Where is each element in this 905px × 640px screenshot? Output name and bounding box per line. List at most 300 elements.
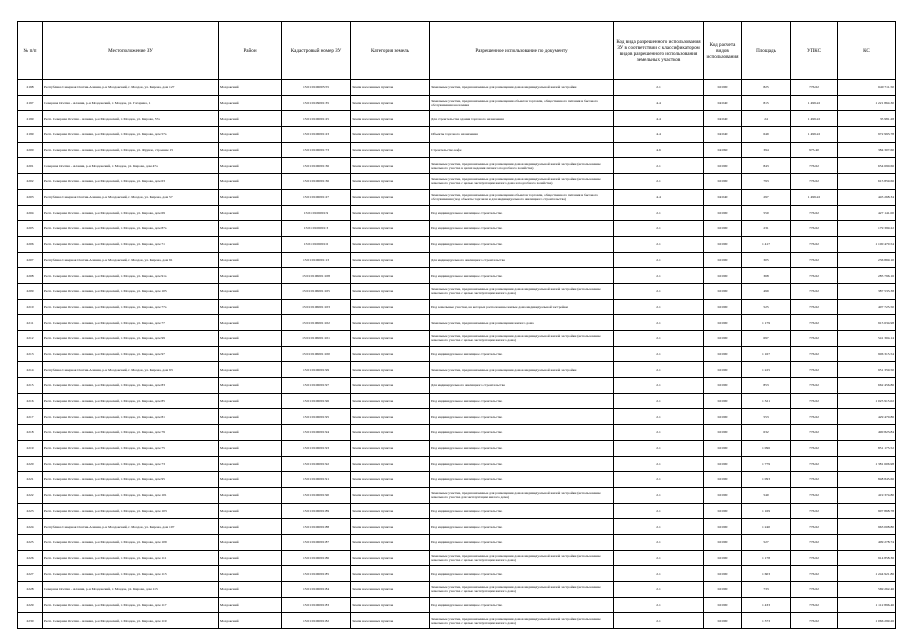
cell-vri-code: 2.1 (614, 362, 704, 378)
cell-area: 553 (742, 409, 791, 425)
cell-land-category: Земли населенных пунктов (351, 519, 430, 535)
cell-permitted-use: Земельные участки, предназначенные для размещения домов индивидуальной жилой застройки (430, 80, 614, 96)
cell-cadastral-number: 15:01:0106001:94 (282, 425, 351, 441)
cell-vri-code: 2.1 (614, 80, 704, 96)
cell-cadastral-number: 15:01:0106001:6 (282, 236, 351, 252)
cell-vri-code: 2.1 (614, 582, 704, 598)
cell-land-category: Земли населенных пунктов (351, 362, 430, 378)
cell-address: Респ. Северная Осетия - Алания, р-н Моздокский, г. Моздок, ул. Кирова, дом 101 (43, 487, 219, 503)
table-row (18, 346, 896, 362)
cell-district: Моздокский (219, 550, 282, 566)
cell-area: 527 (742, 534, 791, 550)
cell-cadastral-number: 15:01:0106001:85 (282, 566, 351, 582)
cell-area: 697 (742, 331, 791, 347)
table-row (18, 80, 896, 96)
cell-vri-group: 02:000 (704, 221, 742, 237)
cell-ks: 419 374.80 (838, 487, 896, 503)
table-row (18, 174, 896, 190)
cell-land-category: Земли населенных пунктов (351, 315, 430, 331)
cell-ks: 1 066 299.26 (838, 613, 896, 629)
header-vri-group: Код расчета видов использования (704, 22, 742, 80)
cell-vri-code: 2.1 (614, 534, 704, 550)
cell-area: 1 169 (742, 503, 791, 519)
cell-vri-group: 02:000 (704, 283, 742, 299)
cell-ks: 1 112 896.46 (838, 597, 896, 613)
cell-vri-code: 4.6 (614, 142, 704, 158)
cell-area: 843 (742, 158, 791, 174)
cell-district: Моздокский (219, 95, 282, 111)
cell-land-category: Земли населенных пунктов (351, 487, 430, 503)
cell-land-category: Земли населенных пунктов (351, 158, 430, 174)
cell-address: Респ. Северная Осетия - Алания, р-н Моздокский, г. Моздок, ул. Кирова, дом 79 (43, 425, 219, 441)
cell-area: 368 (742, 268, 791, 284)
table-row (18, 127, 896, 143)
table-row (18, 613, 896, 629)
cell-land-category: Земли населенных пунктов (351, 268, 430, 284)
table-row (18, 534, 896, 550)
cell-cadastral-number: 15:01:0106001:100 (282, 346, 351, 362)
cell-ks: 387 533.38 (838, 283, 896, 299)
cell-land-category: Земли населенных пунктов (351, 80, 430, 96)
cell-vri-code: 2.1 (614, 299, 704, 315)
cell-permitted-use: Под индивидуальное жилищное строительство (430, 409, 614, 425)
cell-land-category: Земли населенных пунктов (351, 142, 430, 158)
cell-address: Респ. Северная Осетия - Алания, р-н Моздокский, г. Моздок, ул. Кирова, дом 111 (43, 550, 219, 566)
cell-ks: 848 845.66 (838, 472, 896, 488)
cell-number: 2197 (18, 95, 43, 111)
cell-ks: 914 858.36 (838, 550, 896, 566)
cell-address: Респ. Северная Осетия - Алания, р-н Моздокский, г. Моздок, ул. Кирова, дом 105 (43, 283, 219, 299)
cell-ks: 615 859.66 (838, 174, 896, 190)
cell-vri-code: 2.1 (614, 550, 704, 566)
cell-cadastral-number: 15:01:0106001:83 (282, 597, 351, 613)
cell-vri-group: 04:040 (704, 95, 742, 111)
cell-area: 1 096 (742, 440, 791, 456)
table-row (18, 268, 896, 284)
cell-ks: 384 307.60 (838, 142, 896, 158)
header-area: Площадь (742, 22, 791, 80)
cell-vri-code: 4.4 (614, 127, 704, 143)
table-row (18, 550, 896, 566)
cell-vri-code: 4.4 (614, 95, 704, 111)
cell-ks: 972 993.78 (838, 127, 896, 143)
cell-address: Северная Осетия - Алания, р-н Моздокский, г. Моздок, ул. Гагарина, 1 (43, 95, 219, 111)
cell-vri-code: 2.1 (614, 378, 704, 394)
cell-vri-group: 02:000 (704, 331, 742, 347)
cell-cadastral-number: 15:01:0106001:91 (282, 472, 351, 488)
cell-area: 793 (742, 174, 791, 190)
cell-land-category: Земли населенных пунктов (351, 189, 430, 205)
cell-ks: 915 634.98 (838, 315, 896, 331)
cell-vri-group: 02:000 (704, 315, 742, 331)
cell-number: 2198 (18, 80, 43, 96)
cell-land-category: Земли населенных пунктов (351, 236, 430, 252)
cell-ks: 1 100 470.54 (838, 236, 896, 252)
cell-permitted-use: Под индивидуальное жилищное строительство (430, 236, 614, 252)
cell-area: 231 (742, 221, 791, 237)
cell-land-category: Земли населенных пунктов (351, 409, 430, 425)
table-row (18, 456, 896, 472)
cell-vri-group: 02:000 (704, 582, 742, 598)
cell-area: 1 417 (742, 236, 791, 252)
cell-vri-group: 02:000 (704, 393, 742, 409)
table-row (18, 472, 896, 488)
cell-address: Республика Северная Осетия-Алания, р-н Моздокский, г. Моздок, ул. Кирова, дом 93 (43, 362, 219, 378)
cell-vri-code: 2.1 (614, 268, 704, 284)
cell-cadastral-number: 15:01:0106001:105 (282, 283, 351, 299)
cell-ks: 963 008.80 (838, 519, 896, 535)
cell-land-category: Земли населенных пунктов (351, 393, 430, 409)
cell-vri-code: 4.4 (614, 111, 704, 127)
cell-upks: 975.40 (791, 142, 838, 158)
table-row (18, 221, 896, 237)
cell-district: Моздокский (219, 362, 282, 378)
cell-permitted-use: Земельные участки, предназначенные для размещения домов индивидуальной жилой застройки (использование земельного участка с целью эксплуатации жилого дома) (430, 550, 614, 566)
cell-number: 2201 (18, 158, 43, 174)
cell-vri-group: 02:000 (704, 425, 742, 441)
cell-permitted-use: Земельные участки, предназначенные для размещения объектов торговли, общественного питания и бытового обслуживания (под объекты торговли и для индивидуального жилищного строительства) (430, 189, 614, 205)
cell-vri-group: 02:000 (704, 236, 742, 252)
cell-vri-group: 02:000 (704, 534, 742, 550)
cell-upks: 1 499.22 (791, 189, 838, 205)
cell-vri-group: 02:000 (704, 158, 742, 174)
cell-permitted-use: Под индивидуальное жилищное строительство (430, 519, 614, 535)
cell-permitted-use: Земельные участки, предназначенные для размещения домов индивидуальной жилой застройки (430, 362, 614, 378)
cell-cadastral-number: 15:01:0106001:89 (282, 503, 351, 519)
cell-area: 394 (742, 142, 791, 158)
cell-land-category: Земли населенных пунктов (351, 550, 430, 566)
cell-address: Респ. Северная Осетия - Алания, р-н Моздокский, г. Моздок, ул. Кирова, дом 99 (43, 331, 219, 347)
cell-area: 297 (742, 189, 791, 205)
cell-vri-group: 04:040 (704, 111, 742, 127)
cell-area: 24 (742, 111, 791, 127)
cell-vri-code: 4.4 (614, 189, 704, 205)
cell-land-category: Земли населенных пунктов (351, 221, 430, 237)
cell-permitted-use: Под индивидуальное жилищное строительство (430, 393, 614, 409)
cell-land-category: Земли населенных пунктов (351, 174, 430, 190)
cell-number: 2214 (18, 362, 43, 378)
cell-land-category: Земли населенных пунктов (351, 440, 430, 456)
cell-upks: 1 499.22 (791, 111, 838, 127)
cell-vri-code: 2.1 (614, 315, 704, 331)
cell-district: Моздокский (219, 346, 282, 362)
cell-district: Моздокский (219, 189, 282, 205)
cell-vri-code: 2.1 (614, 472, 704, 488)
cell-upks: 776.62 (791, 80, 838, 96)
cell-district: Моздокский (219, 158, 282, 174)
cell-district: Моздокский (219, 425, 282, 441)
cell-ks: 179 399.22 (838, 221, 896, 237)
cell-land-category: Земли населенных пунктов (351, 283, 430, 299)
cell-area: 733 (742, 582, 791, 598)
cell-number: 2227 (18, 566, 43, 582)
cell-district: Моздокский (219, 440, 282, 456)
cell-vri-code: 2.1 (614, 503, 704, 519)
cell-vri-group: 02:000 (704, 299, 742, 315)
header-ks: КС (838, 22, 896, 80)
cell-permitted-use: Под индивидуальное жилищное строительство (430, 268, 614, 284)
cell-ks: 445 268.34 (838, 189, 896, 205)
cell-upks: 776.62 (791, 534, 838, 550)
cell-area: 1 240 (742, 519, 791, 535)
cell-permitted-use: Под индивидуальное жилищное строительство (430, 440, 614, 456)
cell-number: 2202 (18, 174, 43, 190)
cell-ks: 1 381 606.98 (838, 456, 896, 472)
cell-ks: 429 470.86 (838, 409, 896, 425)
cell-upks: 1 499.22 (791, 95, 838, 111)
cell-cadastral-number: 15:01:0106001:3 (282, 221, 351, 237)
table-row (18, 440, 896, 456)
cell-permitted-use: Под индивидуальное жилищное строительство (430, 566, 614, 582)
cell-address: Респ. Северная Осетия - Алания, р-н Моздокский, г. Моздок, ул. Кирова, дом 95 (43, 472, 219, 488)
cell-upks: 776.62 (791, 315, 838, 331)
cell-upks: 776.62 (791, 613, 838, 629)
cell-address: Респ. Северная Осетия - Алания, р-н Моздокский, г. Моздок, ул. Кирова, дом 85 (43, 393, 219, 409)
cell-address: Республика Северная Осетия-Алания, р-н Моздокский, г. Моздок, ул. Кирова, дом 127 (43, 80, 219, 96)
cell-vri-group: 02:000 (704, 456, 742, 472)
cell-land-category: Земли населенных пунктов (351, 472, 430, 488)
cell-ks: 35 981.28 (838, 111, 896, 127)
cell-area: 1 373 (742, 613, 791, 629)
table-row (18, 158, 896, 174)
table-row (18, 299, 896, 315)
cell-district: Моздокский (219, 519, 282, 535)
cell-address: Респ. Северная Осетия - Алания, р-н Моздокский, г. Моздок, ул. Кирова, дом 73 (43, 456, 219, 472)
header-permitted-use: Разрешенное использование по документу (430, 22, 614, 80)
cell-vri-code: 2.1 (614, 425, 704, 441)
cell-address: Респ. Северная Осетия - Алания, р-н Моздокский, г. Моздок, ул. Кирова, дом 109 (43, 534, 219, 550)
cell-vri-group: 02:000 (704, 440, 742, 456)
cell-permitted-use: Объекты торгового назначения (430, 127, 614, 143)
cell-upks: 776.62 (791, 221, 838, 237)
table-row (18, 503, 896, 519)
cell-ks: 654 690.66 (838, 158, 896, 174)
cell-cadastral-number: 15:01:0106001:101 (282, 331, 351, 347)
cell-number: 2210 (18, 299, 43, 315)
cell-address: Респ. Северная Осетия - Алания, р-н Моздокский, г. Моздок, ул. Кирова, дом 77 (43, 315, 219, 331)
cell-area: 305 (742, 252, 791, 268)
cell-permitted-use: Земельные участки, предназначенные для размещения домов индивидуальной жилой застройки (использование земельного участка с целью эксплуатации жилого дома и подсобного хозяйства) (430, 174, 614, 190)
cell-cadastral-number: 15:01:0106001:82 (282, 613, 351, 629)
cell-number: 2211 (18, 315, 43, 331)
cell-number: 2224 (18, 519, 43, 535)
cell-vri-group: 02:000 (704, 613, 742, 629)
cell-permitted-use: Земельные участки, предназначенные для размещения жилого дома (430, 315, 614, 331)
cell-number: 2218 (18, 425, 43, 441)
cell-land-category: Земли населенных пунктов (351, 299, 430, 315)
cell-permitted-use: Под индивидуальное жилищное строительство (430, 456, 614, 472)
cell-land-category: Земли населенных пунктов (351, 597, 430, 613)
table-row (18, 315, 896, 331)
cell-cadastral-number: 15:01:0106001:25 (282, 111, 351, 127)
cell-cadastral-number: 15:01:0106001:102 (282, 315, 351, 331)
cell-address: Респ. Северная Осетия - Алания, р-н Моздокский, г. Моздок, ул. Кирова, дом 63 (43, 174, 219, 190)
cell-ks: 541 304.14 (838, 331, 896, 347)
cell-upks: 776.62 (791, 205, 838, 221)
cell-upks: 776.62 (791, 283, 838, 299)
table-row (18, 95, 896, 111)
cell-land-category: Земли населенных пунктов (351, 331, 430, 347)
cell-land-category: Земли населенных пунктов (351, 613, 430, 629)
cell-upks: 776.62 (791, 519, 838, 535)
cell-number: 2221 (18, 472, 43, 488)
cell-district: Моздокский (219, 456, 282, 472)
cell-district: Моздокский (219, 597, 282, 613)
cell-number: 2228 (18, 582, 43, 598)
cell-number: 2222 (18, 487, 43, 503)
cell-district: Моздокский (219, 80, 282, 96)
table-row (18, 409, 896, 425)
cell-upks: 776.62 (791, 566, 838, 582)
cell-number: 2219 (18, 440, 43, 456)
cell-cadastral-number: 15:01:0106001:13 (282, 252, 351, 268)
cell-vri-group: 04:040 (704, 127, 742, 143)
table-row (18, 189, 896, 205)
table-row (18, 205, 896, 221)
cell-district: Моздокский (219, 174, 282, 190)
cell-land-category: Земли населенных пунктов (351, 378, 430, 394)
cell-address: Северная Осетия - Алания, р-н Моздокский, г. Моздок, ул. Кирова, дом 115 (43, 582, 219, 598)
cell-cadastral-number: 15:01:0106001:90 (282, 487, 351, 503)
table-row (18, 597, 896, 613)
cell-district: Моздокский (219, 236, 282, 252)
cell-upks: 776.62 (791, 378, 838, 394)
cell-vri-code: 2.1 (614, 566, 704, 582)
table-row (18, 331, 896, 347)
cell-land-category: Земли населенных пунктов (351, 456, 430, 472)
cell-number: 2229 (18, 597, 43, 613)
cell-vri-code: 2.1 (614, 440, 704, 456)
cell-area: 1 779 (742, 456, 791, 472)
cell-ks: 407 725.50 (838, 299, 896, 315)
cell-cadastral-number: 15:01:0106001:88 (282, 519, 351, 535)
table-row (18, 519, 896, 535)
cell-ks: 1 244 921.86 (838, 566, 896, 582)
cell-cadastral-number: 15:01:0106001:92 (282, 456, 351, 472)
cell-vri-group: 04:060 (704, 142, 742, 158)
cell-vri-code: 2.1 (614, 597, 704, 613)
cell-district: Моздокский (219, 221, 282, 237)
cell-area: 1 093 (742, 472, 791, 488)
cell-number: 2230 (18, 613, 43, 629)
cell-cadastral-number: 15:01:0106001:96 (282, 393, 351, 409)
cell-land-category: Земли населенных пунктов (351, 95, 430, 111)
cell-permitted-use: Земельные участки, предназначенные для размещения домов индивидуальной жилой застройки (использование земельного участка с целью эксплуатации жилого дома) (430, 283, 614, 299)
cell-cadastral-number: 15:01:0106001:73 (282, 142, 351, 158)
cell-upks: 776.62 (791, 503, 838, 519)
cell-area: 540 (742, 487, 791, 503)
cell-vri-group: 02:000 (704, 174, 742, 190)
cell-cadastral-number: 15:01:0106001:27 (282, 189, 351, 205)
cell-land-category: Земли населенных пунктов (351, 566, 430, 582)
cell-vri-code: 2.1 (614, 283, 704, 299)
cell-area: 632 (742, 425, 791, 441)
cell-vri-code: 2.1 (614, 205, 704, 221)
table-row (18, 487, 896, 503)
cell-land-category: Земли населенных пунктов (351, 252, 430, 268)
cell-ks: 951 359.50 (838, 362, 896, 378)
cell-permitted-use: Под индивидуальное жилищное строительство (430, 346, 614, 362)
cell-permitted-use: Земельные участки, предназначенные для размещения домов индивидуальной жилой застройки (использование земельного участка с целью эксплуатации жилого дома) (430, 613, 614, 629)
cell-vri-code: 2.1 (614, 252, 704, 268)
cell-vri-group: 02:000 (704, 80, 742, 96)
cell-cadastral-number: 15:01:0106001:97 (282, 378, 351, 394)
cell-district: Моздокский (219, 409, 282, 425)
cell-address: Респ. Северная Осетия - Алания, р-н Моздокский, г. Моздок, ул. Кирова, дом 75 (43, 440, 219, 456)
cell-area: 1 433 (742, 597, 791, 613)
cell-permitted-use: Под индивидуальное жилищное строительство (430, 597, 614, 613)
cell-area: 1 178 (742, 550, 791, 566)
cell-district: Моздокский (219, 283, 282, 299)
cell-upks: 776.62 (791, 268, 838, 284)
cell-address: Респ. Северная Осетия - Алания, р-н Моздокский, г. Моздок, ул. Кирова, дом 103 (43, 503, 219, 519)
cell-address: Респ. Северная Осетия - Алания, р-н Моздокский, г. Моздок, ул. Кирова, 57а (43, 111, 219, 127)
cell-number: 2220 (18, 456, 43, 472)
cell-cadastral-number: 15:01:0106001:84 (282, 582, 351, 598)
cell-address: Респ. Северная Осетия - Алания, р-н Моздокский, г. Моздок, ул. Кирова, дом 83 (43, 378, 219, 394)
cell-permitted-use: Строительство кафе (430, 142, 614, 158)
cell-address: Северная Осетия - Алания, р-н Моздокский, г. Моздок, ул. Кирова, дом 47а (43, 158, 219, 174)
cell-upks: 776.62 (791, 425, 838, 441)
cell-area: 649 (742, 127, 791, 143)
cell-vri-code: 2.1 (614, 613, 704, 629)
table-row (18, 378, 896, 394)
cell-permitted-use: Под земельные участки, на которых расположены жилые дома индивидуальной застройки (430, 299, 614, 315)
cell-cadastral-number: 15:01:0106001:108 (282, 268, 351, 284)
cell-number: 2199 (18, 111, 43, 127)
cell-vri-group: 02:000 (704, 378, 742, 394)
cell-area: 525 (742, 299, 791, 315)
cell-vri-code: 2.1 (614, 236, 704, 252)
cell-vri-code: 2.1 (614, 158, 704, 174)
cell-number: 2226 (18, 550, 43, 566)
cell-address: Респ. Северная Осетия - Алания, р-н Моздокский, г. Моздок, ул. Фрунзе, строение 15 (43, 142, 219, 158)
cell-number: 2206 (18, 236, 43, 252)
cell-vri-code: 2.1 (614, 487, 704, 503)
cell-number: 2205 (18, 221, 43, 237)
cell-number: 2213 (18, 346, 43, 362)
cell-ks: 236 869.10 (838, 252, 896, 268)
cell-upks: 1 499.22 (791, 127, 838, 143)
cell-upks: 776.62 (791, 174, 838, 190)
table-row (18, 236, 896, 252)
cell-cadastral-number: 15:01:0106001:36 (282, 174, 351, 190)
cell-district: Моздокский (219, 582, 282, 598)
cell-address: Республика Северная Осетия-Алания, р-н Моздокский, г. Моздок, ул. Кирова, дом 57 (43, 189, 219, 205)
cell-permitted-use: Под индивидуальное жилищное строительство (430, 534, 614, 550)
cell-cadastral-number: 15:01:0109001:35 (282, 95, 351, 111)
land-plots-table (17, 21, 896, 629)
cell-upks: 776.62 (791, 331, 838, 347)
cell-number: 2208 (18, 268, 43, 284)
cell-cadastral-number: 15:01:0106001:23 (282, 127, 351, 143)
table-header-row (18, 22, 896, 80)
table-row (18, 252, 896, 268)
cell-cadastral-number: 15:01:0106001:36 (282, 158, 351, 174)
cell-vri-code: 2.1 (614, 331, 704, 347)
header-address: Местоположение ЗУ (43, 22, 219, 80)
cell-vri-code: 2.1 (614, 519, 704, 535)
table-row (18, 566, 896, 582)
cell-cadastral-number: 15:01:0106001:99 (282, 362, 351, 378)
cell-permitted-use: Под индивидуальное жилищное строительство (430, 221, 614, 237)
cell-district: Моздокский (219, 378, 282, 394)
cell-land-category: Земли населенных пунктов (351, 534, 430, 550)
cell-permitted-use: Земельные участки, предназначенные для размещения объектов торговли, общественного питания и бытового обслуживания населения (430, 95, 614, 111)
cell-permitted-use: Для строительства здания торгового назначения (430, 111, 614, 127)
cell-district: Моздокский (219, 268, 282, 284)
cell-cadastral-number: 15:01:0106001:9 (282, 205, 351, 221)
